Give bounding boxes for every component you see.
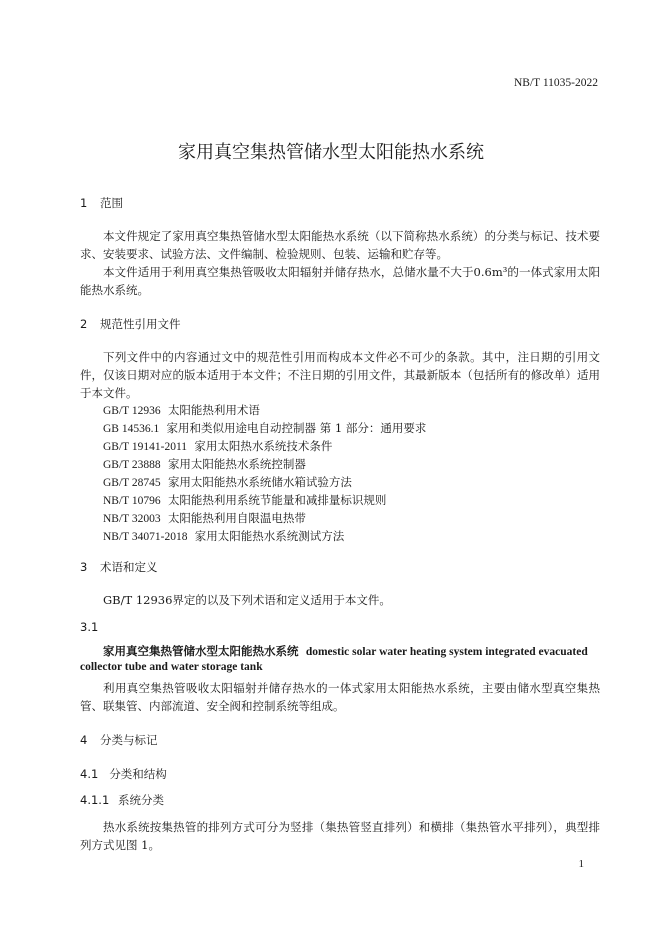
reference-code: GB/T 19141-2011 <box>103 441 188 453</box>
section-3-title: 术语和定义 <box>100 560 158 574</box>
reference-code: NB/T 10796 <box>103 495 161 507</box>
section-4-title: 分类与标记 <box>100 733 158 747</box>
section-4-number: 4 <box>80 733 88 747</box>
reference-title: 家用太阳能热水系统测试方法 <box>194 529 345 543</box>
references-intro-paragraph: 下列文件中的内容通过文中的规范性引用而构成本文件必不可少的条款。其中，注日期的引用文件，仅该日期对应的版本适用于本文件；不注日期的引用文件，其最新版本（包括所有的修改单）适用于本文件。 <box>80 350 600 400</box>
section-2-heading <box>80 316 181 332</box>
reference-item <box>103 492 386 508</box>
reference-title: 家用太阳热水系统技术条件 <box>194 439 333 453</box>
page-number: 1 <box>578 858 584 870</box>
term-chinese: 家用真空集热管储水型太阳能热水系统 <box>103 644 299 658</box>
document-title: 家用真空集热管储水型太阳能热水系统 <box>178 142 484 163</box>
scope-paragraph-2: 本文件适用于利用真空集热管吸收太阳辐射并储存热水，总储水量不大于0.6m³的一体式家用太阳能热水系统。 <box>80 265 600 297</box>
section-2-number: 2 <box>80 317 88 331</box>
reference-code: GB/T 23888 <box>103 459 161 471</box>
section-4-heading <box>80 732 158 748</box>
section-1-title: 范围 <box>100 196 123 210</box>
clause-4-1-title: 分类和结构 <box>109 767 167 781</box>
clause-4-1-1-number: 4.1.1 <box>80 793 110 807</box>
reference-title: 太阳能热利用术语 <box>167 403 260 417</box>
section-3-number: 3 <box>80 560 88 574</box>
reference-item <box>103 528 344 544</box>
clause-3-1-number: 3.1 <box>80 620 99 634</box>
classification-paragraph: 热水系统按集热管的排列方式可分为竖排（集热管竖直排列）和横排（集热管水平排列），典型排列方式见图 1。 <box>80 820 600 852</box>
terms-intro-paragraph: GB/T 12936界定的以及下列术语和定义适用于本文件。 <box>103 593 391 607</box>
reference-item <box>103 456 306 472</box>
scope-paragraph-1: 本文件规定了家用真空集热管储水型太阳能热水系统（以下简称热水系统）的分类与标记、技术要求、安装要求、试验方法、文件编制、检验规则、包装、运输和贮存等。 <box>80 229 600 261</box>
term-definition: 利用真空集热管吸收太阳辐射并储存热水的一体式家用太阳能热水系统，主要由储水型真空集热管、联集管、内部流道、安全阀和控制系统等组成。 <box>80 681 600 713</box>
reference-item <box>103 420 426 436</box>
reference-item <box>103 402 260 418</box>
section-3-heading <box>80 559 158 575</box>
term-english-line-1: domestic solar water heating system integrated evacuated <box>305 646 588 658</box>
term-line-1 <box>103 643 588 659</box>
section-1-heading <box>80 195 123 211</box>
clause-4-1-heading <box>80 766 167 782</box>
reference-item <box>103 438 332 454</box>
reference-code: GB/T 28745 <box>103 477 161 489</box>
term-english-line-2: collector tube and water storage tank <box>80 661 263 673</box>
reference-code: GB/T 12936 <box>103 405 161 417</box>
reference-title: 家用和类似用途电自动控制器 第 1 部分：通用要求 <box>166 421 427 435</box>
clause-4-1-1-title: 系统分类 <box>118 793 164 807</box>
reference-title: 家用太阳能热水系统储水箱试验方法 <box>167 475 352 489</box>
clause-4-1-1-heading <box>80 792 164 808</box>
section-1-number: 1 <box>80 196 88 210</box>
clause-4-1-number: 4.1 <box>80 767 99 781</box>
reference-title: 太阳能热利用自限温电热带 <box>167 511 306 525</box>
reference-title: 家用太阳能热水系统控制器 <box>167 457 306 471</box>
section-2-title: 规范性引用文件 <box>100 317 181 331</box>
reference-item <box>103 474 352 490</box>
standard-number: NB/T 11035-2022 <box>513 77 598 89</box>
reference-code: GB 14536.1 <box>103 423 160 435</box>
reference-code: NB/T 32003 <box>103 513 161 525</box>
reference-title: 太阳能热利用系统节能量和减排量标识规则 <box>167 493 387 507</box>
reference-item <box>103 510 306 526</box>
reference-code: NB/T 34071-2018 <box>103 531 188 543</box>
